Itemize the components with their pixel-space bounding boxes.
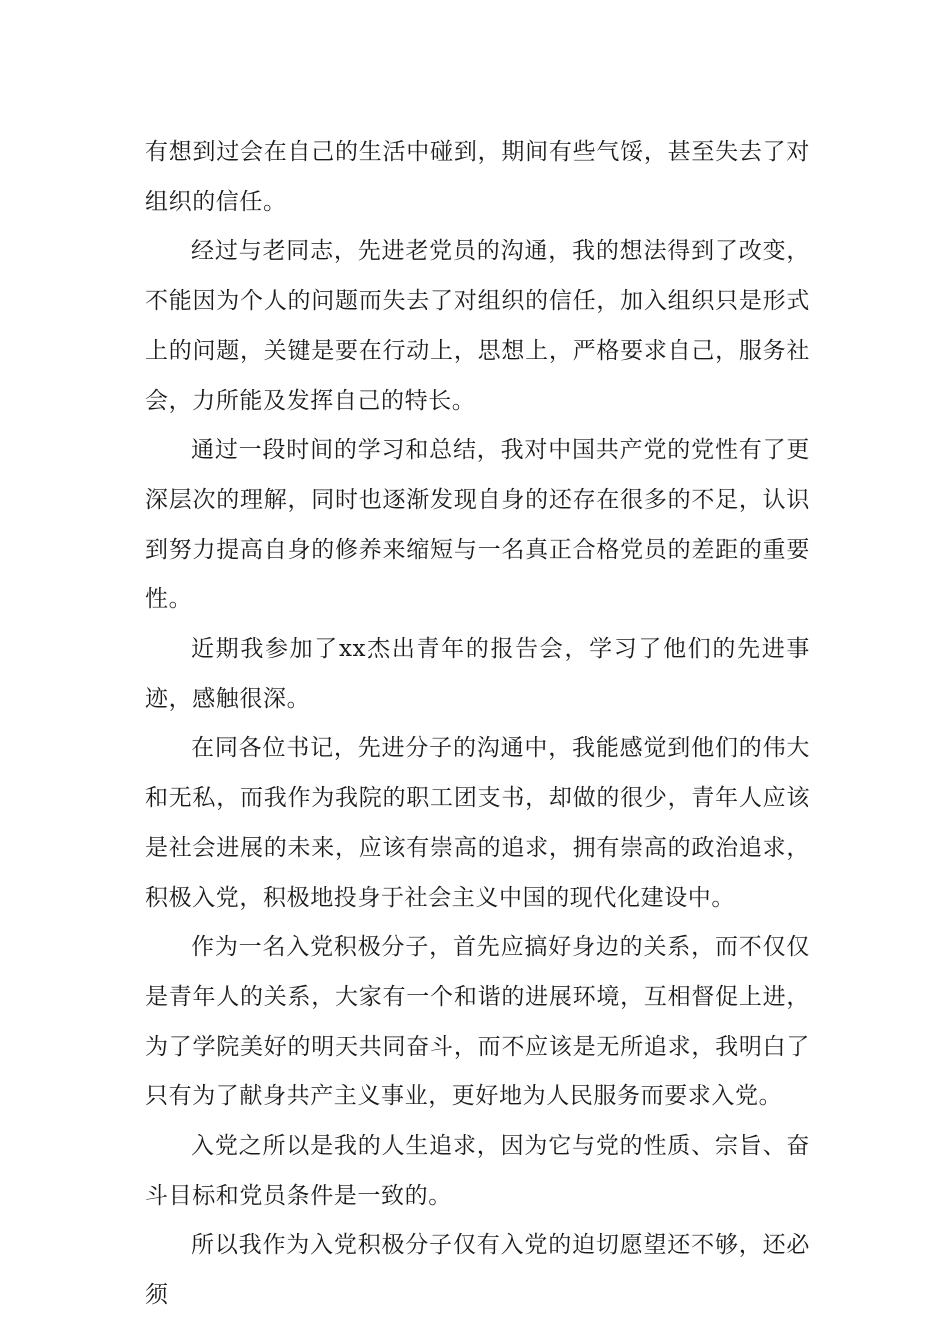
- paragraph: 近期我参加了xx杰出青年的报告会，学习了他们的先进事迹，感触很深。: [145, 636, 810, 712]
- document-body: [145, 128, 810, 1321]
- paragraph: 入党之所以是我的人生追求，因为它与党的性质、宗旨、奋斗目标和党员条件是一致的。: [145, 1133, 810, 1209]
- paragraph: 经过与老同志，先进老党员的沟通，我的想法得到了改变，不能因为个人的问题而失去了对组织的信任，加入组织只是形式上的问题，关键是要在行动上，思想上，严格要求自己，服务社会，力所能及发挥自己的特长。: [145, 238, 810, 414]
- paragraph: 在同各位书记，先进分子的沟通中，我能感觉到他们的伟大和无私，而我作为我院的职工团支书，却做的很少，青年人应该是社会进展的未来，应该有崇高的追求，拥有崇高的政治追求，积极入党，积极地投身于社会主义中国的现代化建设中。: [145, 735, 810, 911]
- paragraph-continued: 有想到过会在自己的生活中碰到，期间有些气馁，甚至失去了对组织的信任。: [145, 139, 810, 215]
- paragraph: 作为一名入党积极分子，首先应搞好身边的关系，而不仅仅是青年人的关系，大家有一个和谐的进展环境，互相督促上进，为了学院美好的明天共同奋斗，而不应该是无所追求，我明白了只有为了献身共产主义事业，更好地为人民服务而要求入党。: [145, 934, 810, 1110]
- paragraph: 通过一段时间的学习和总结，我对中国共产党的党性有了更深层次的理解，同时也逐渐发现自身的还存在很多的不足，认识到努力提高自身的修养来缩短与一名真正合格党员的差距的重要性。: [145, 437, 810, 613]
- paragraph-truncated: 所以我作为入党积极分子仅有入党的迫切愿望还不够，还必须: [145, 1232, 810, 1309]
